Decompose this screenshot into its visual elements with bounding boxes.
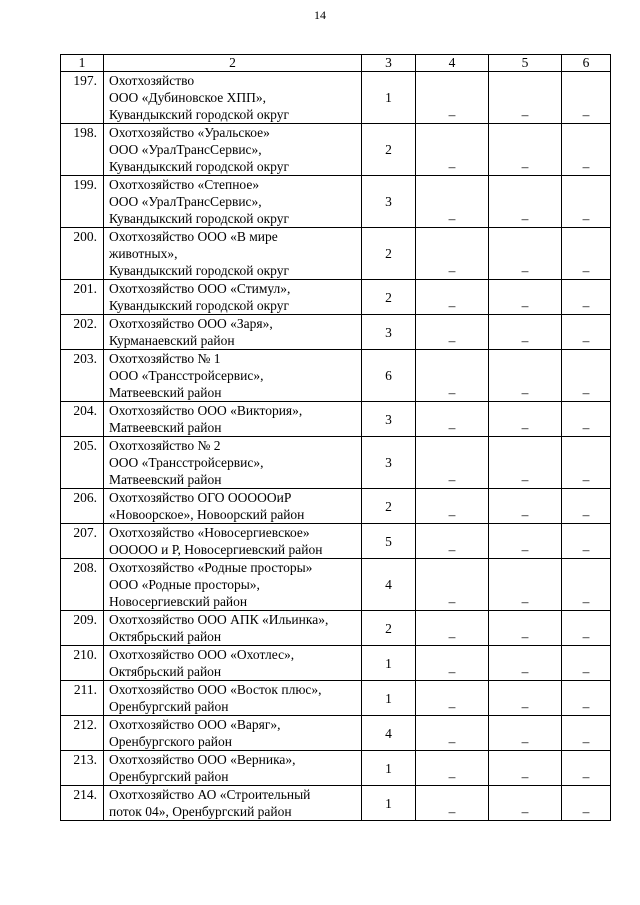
hunting-ground-name: Охотхозяйство ООО «Виктория», Матвеевский район [104, 402, 362, 437]
row-number: 198. [61, 124, 104, 176]
column-6-value [562, 559, 611, 611]
quota-value: 2 [362, 124, 416, 176]
dash-mark: – [448, 734, 456, 749]
column-6-value [562, 402, 611, 437]
hunting-ground-name: Охотхозяйство «Уральское» ООО «УралТрансСервис», Кувандыкский городской округ [104, 124, 362, 176]
table-row [61, 786, 611, 821]
quota-value: 5 [362, 524, 416, 559]
row-number: 199. [61, 176, 104, 228]
table-row [61, 751, 611, 786]
quota-value: 2 [362, 280, 416, 315]
column-6-value [562, 646, 611, 681]
dash-mark: – [582, 804, 590, 819]
dash-mark: – [582, 472, 590, 487]
column-5-value [489, 646, 562, 681]
dash-mark: – [448, 263, 456, 278]
table-row [61, 611, 611, 646]
column-6-value [562, 124, 611, 176]
quota-value: 6 [362, 350, 416, 402]
row-number: 213. [61, 751, 104, 786]
quota-value: 3 [362, 437, 416, 489]
column-6-value [562, 350, 611, 402]
dash-mark: – [582, 629, 590, 644]
dash-mark: – [521, 298, 529, 313]
column-6-value [562, 611, 611, 646]
table-row [61, 716, 611, 751]
dash-mark: – [582, 594, 590, 609]
table-row [61, 437, 611, 489]
column-4-value [416, 72, 489, 124]
row-number: 209. [61, 611, 104, 646]
column-5-value [489, 559, 562, 611]
column-6-value [562, 315, 611, 350]
column-4-value [416, 524, 489, 559]
table-row [61, 280, 611, 315]
column-5-value [489, 124, 562, 176]
hunting-grounds-table [60, 54, 611, 821]
hunting-ground-name: Охотхозяйство № 1 ООО «Трансстройсервис», Матвеевский район [104, 350, 362, 402]
hunting-ground-name: Охотхозяйство АО «Строительный поток 04», Оренбургский район [104, 786, 362, 821]
dash-mark: – [582, 211, 590, 226]
quota-value: 2 [362, 611, 416, 646]
quota-value: 3 [362, 315, 416, 350]
hunting-ground-name: Охотхозяйство «Степное» ООО «УралТрансСервис», Кувандыкский городской округ [104, 176, 362, 228]
dash-mark: – [582, 420, 590, 435]
table-row [61, 646, 611, 681]
column-number: 2 [104, 55, 362, 72]
row-number: 210. [61, 646, 104, 681]
column-number: 1 [61, 55, 104, 72]
hunting-ground-name: Охотхозяйство «Новосергиевское» ООООО и Р, Новосергиевский район [104, 524, 362, 559]
quota-value: 1 [362, 646, 416, 681]
quota-value: 1 [362, 751, 416, 786]
table-row [61, 559, 611, 611]
column-4-value [416, 228, 489, 280]
column-5-value [489, 611, 562, 646]
column-5-value [489, 228, 562, 280]
column-6-value [562, 681, 611, 716]
dash-mark: – [582, 507, 590, 522]
column-5-value [489, 716, 562, 751]
column-5-value [489, 72, 562, 124]
dash-mark: – [521, 542, 529, 557]
dash-mark: – [448, 298, 456, 313]
row-number: 211. [61, 681, 104, 716]
hunting-ground-name: Охотхозяйство ООО «В мире животных», Кувандыкский городской округ [104, 228, 362, 280]
quota-value: 2 [362, 228, 416, 280]
dash-mark: – [582, 769, 590, 784]
table-row [61, 350, 611, 402]
column-4-value [416, 559, 489, 611]
column-number: 3 [362, 55, 416, 72]
table-row [61, 402, 611, 437]
column-6-value [562, 228, 611, 280]
dash-mark: – [521, 699, 529, 714]
column-4-value [416, 315, 489, 350]
dash-mark: – [448, 507, 456, 522]
row-number: 204. [61, 402, 104, 437]
table-row [61, 681, 611, 716]
dash-mark: – [448, 420, 456, 435]
quota-value: 1 [362, 681, 416, 716]
row-number: 208. [61, 559, 104, 611]
column-5-value [489, 681, 562, 716]
hunting-ground-name: Охотхозяйство ООО «Дубиновское ХПП», Кувандыкский городской округ [104, 72, 362, 124]
column-6-value [562, 786, 611, 821]
row-number: 207. [61, 524, 104, 559]
dash-mark: – [448, 664, 456, 679]
quota-value: 3 [362, 402, 416, 437]
quota-value: 1 [362, 786, 416, 821]
column-4-value [416, 716, 489, 751]
dash-mark: – [582, 664, 590, 679]
column-4-value [416, 124, 489, 176]
dash-mark: – [521, 385, 529, 400]
column-4-value [416, 786, 489, 821]
row-number: 206. [61, 489, 104, 524]
column-5-value [489, 524, 562, 559]
quota-value: 2 [362, 489, 416, 524]
dash-mark: – [582, 385, 590, 400]
hunting-ground-name: Охотхозяйство ООО АПК «Ильинка», Октябрьский район [104, 611, 362, 646]
column-4-value [416, 280, 489, 315]
dash-mark: – [521, 420, 529, 435]
column-5-value [489, 402, 562, 437]
hunting-ground-name: Охотхозяйство ООО «Заря», Курманаевский район [104, 315, 362, 350]
column-4-value [416, 176, 489, 228]
dash-mark: – [582, 159, 590, 174]
table-row [61, 176, 611, 228]
column-6-value [562, 72, 611, 124]
dash-mark: – [521, 804, 529, 819]
dash-mark: – [521, 107, 529, 122]
dash-mark: – [521, 507, 529, 522]
column-4-value [416, 681, 489, 716]
dash-mark: – [582, 107, 590, 122]
dash-mark: – [521, 211, 529, 226]
dash-mark: – [521, 594, 529, 609]
table-row [61, 524, 611, 559]
row-number: 214. [61, 786, 104, 821]
column-5-value [489, 280, 562, 315]
dash-mark: – [521, 769, 529, 784]
dash-mark: – [448, 211, 456, 226]
table-row [61, 72, 611, 124]
dash-mark: – [448, 629, 456, 644]
column-number: 6 [562, 55, 611, 72]
table-row [61, 315, 611, 350]
column-6-value [562, 437, 611, 489]
dash-mark: – [448, 385, 456, 400]
column-5-value [489, 437, 562, 489]
column-4-value [416, 646, 489, 681]
column-number: 5 [489, 55, 562, 72]
row-number: 205. [61, 437, 104, 489]
hunting-ground-name: Охотхозяйство ООО «Стимул», Кувандыкский городской округ [104, 280, 362, 315]
dash-mark: – [582, 542, 590, 557]
column-6-value [562, 489, 611, 524]
column-4-value [416, 402, 489, 437]
hunting-ground-name: Охотхозяйство № 2 ООО «Трансстройсервис», Матвеевский район [104, 437, 362, 489]
column-5-value [489, 786, 562, 821]
column-number-row [61, 55, 611, 72]
dash-mark: – [582, 298, 590, 313]
dash-mark: – [448, 769, 456, 784]
hunting-ground-name: Охотхозяйство ОГО ООООOиР «Новоорское», Новоорский район [104, 489, 362, 524]
column-4-value [416, 489, 489, 524]
column-6-value [562, 716, 611, 751]
column-6-value [562, 751, 611, 786]
dash-mark: – [582, 699, 590, 714]
row-number: 203. [61, 350, 104, 402]
dash-mark: – [448, 333, 456, 348]
column-6-value [562, 524, 611, 559]
quota-value: 3 [362, 176, 416, 228]
table-row [61, 228, 611, 280]
quota-value: 4 [362, 716, 416, 751]
dash-mark: – [448, 107, 456, 122]
column-5-value [489, 751, 562, 786]
dash-mark: – [521, 333, 529, 348]
quota-value: 4 [362, 559, 416, 611]
dash-mark: – [448, 472, 456, 487]
dash-mark: – [521, 664, 529, 679]
column-4-value [416, 350, 489, 402]
column-5-value [489, 489, 562, 524]
row-number: 200. [61, 228, 104, 280]
hunting-ground-name: Охотхозяйство ООО «Верника», Оренбургский район [104, 751, 362, 786]
dash-mark: – [448, 699, 456, 714]
row-number: 201. [61, 280, 104, 315]
column-5-value [489, 315, 562, 350]
column-6-value [562, 280, 611, 315]
page-number: 14 [314, 8, 326, 22]
row-number: 202. [61, 315, 104, 350]
dash-mark: – [582, 734, 590, 749]
dash-mark: – [448, 804, 456, 819]
dash-mark: – [582, 263, 590, 278]
dash-mark: – [521, 472, 529, 487]
table-row [61, 124, 611, 176]
row-number: 197. [61, 72, 104, 124]
column-number: 4 [416, 55, 489, 72]
column-4-value [416, 437, 489, 489]
hunting-ground-name: Охотхозяйство «Родные просторы» ООО «Родные просторы», Новосергиевский район [104, 559, 362, 611]
table-row [61, 489, 611, 524]
hunting-ground-name: Охотхозяйство ООО «Восток плюс», Оренбургский район [104, 681, 362, 716]
column-4-value [416, 751, 489, 786]
dash-mark: – [448, 594, 456, 609]
column-5-value [489, 176, 562, 228]
hunting-ground-name: Охотхозяйство ООО «Охотлес», Октябрьский район [104, 646, 362, 681]
dash-mark: – [448, 159, 456, 174]
dash-mark: – [521, 629, 529, 644]
hunting-ground-name: Охотхозяйство ООО «Варяг», Оренбургского район [104, 716, 362, 751]
dash-mark: – [582, 333, 590, 348]
row-number: 212. [61, 716, 104, 751]
dash-mark: – [521, 734, 529, 749]
dash-mark: – [521, 159, 529, 174]
column-5-value [489, 350, 562, 402]
dash-mark: – [448, 542, 456, 557]
dash-mark: – [521, 263, 529, 278]
column-6-value [562, 176, 611, 228]
quota-value: 1 [362, 72, 416, 124]
column-4-value [416, 611, 489, 646]
